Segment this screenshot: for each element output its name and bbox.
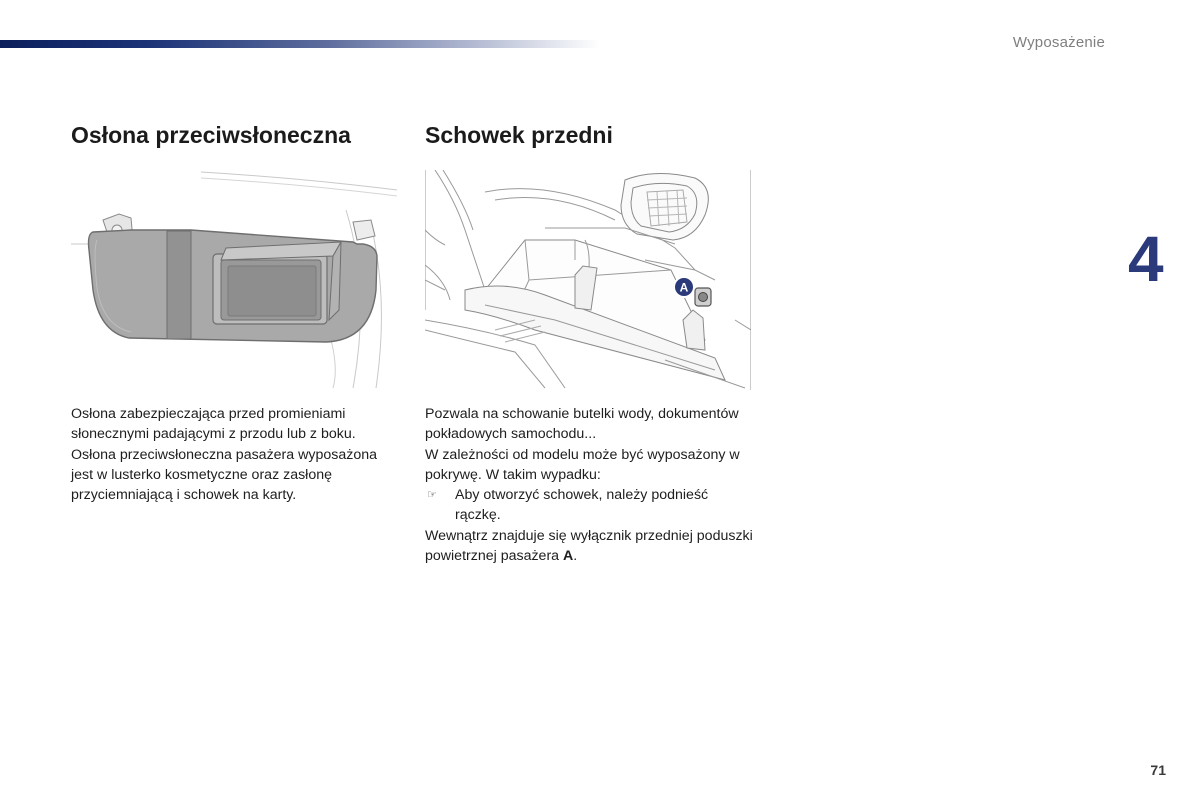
airbag-switch-label: A — [679, 280, 689, 295]
glovebox-heading: Schowek przedni — [425, 122, 613, 148]
section-title: Wyposażenie — [1012, 34, 1105, 51]
glovebox-paragraph: W zależności od modelu może być wyposażony w pokrywę. W takim wypadku: — [425, 446, 740, 483]
sun-visor-heading: Osłona przeciwsłoneczna — [71, 122, 351, 148]
chapter-number: 4 — [1128, 223, 1164, 295]
airbag-text: Wewnątrz znajduje się wyłącznik przedniej poduszki powietrznej pasażera — [425, 527, 753, 565]
glovebox-section — [425, 118, 755, 566]
sun-visor-illustration — [71, 170, 397, 390]
sun-visor-paragraph: Osłona zabezpieczająca przed promieniami słonecznymi padającymi z przodu lub z boku. — [71, 406, 356, 443]
glovebox-bullet — [425, 485, 755, 526]
glovebox-paragraph — [425, 526, 755, 567]
sun-visor-section — [71, 118, 401, 505]
sun-visor-paragraph: Osłona przeciwsłoneczna pasażera wyposażona jest w lusterko kosmetyczne oraz zasłonę przyciemniającą i schowek na karty. — [71, 446, 377, 504]
airbag-text-end: . — [573, 548, 578, 565]
header-gradient-bar — [0, 40, 600, 48]
sun-visor-description — [71, 404, 401, 505]
glovebox-description — [425, 404, 755, 566]
airbag-switch-reference: A — [563, 548, 574, 565]
glovebox-illustration — [425, 170, 751, 390]
hand-pointer-icon: ☞ — [427, 489, 437, 502]
page-number: 71 — [1150, 762, 1166, 778]
glovebox-paragraph: Pozwala na schowanie butelki wody, dokumentów pokładowych samochodu... — [425, 406, 739, 443]
bullet-text: Aby otworzyć schowek, należy podnieść rączkę. — [455, 487, 709, 524]
